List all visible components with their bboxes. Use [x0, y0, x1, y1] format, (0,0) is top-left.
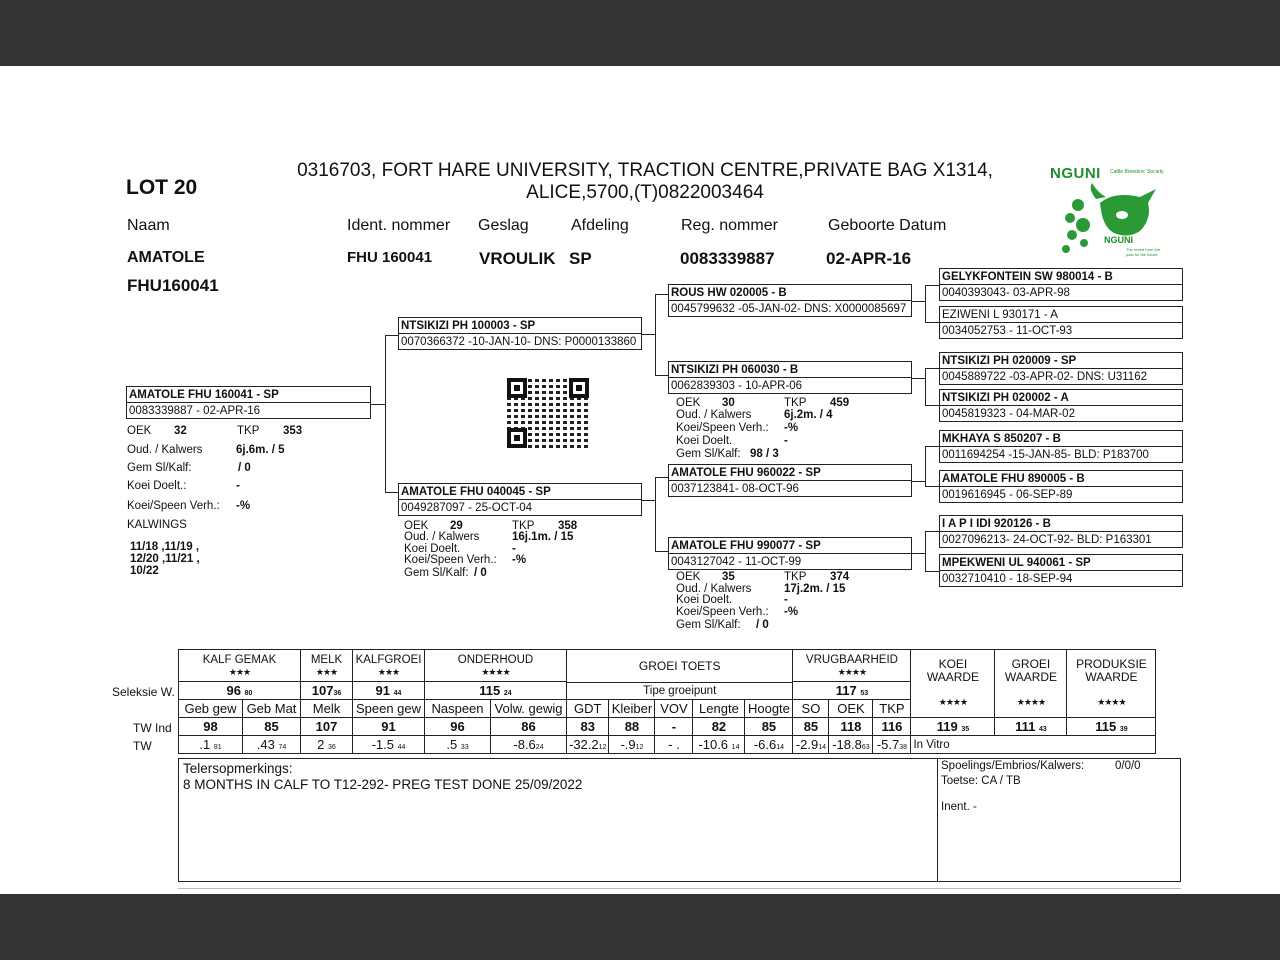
inent: Inent. -: [941, 801, 977, 813]
dam-oud: 16j.1m. / 15: [512, 531, 574, 543]
connector: [641, 334, 656, 335]
sd-tkp-label: TKP: [784, 397, 807, 409]
gg-detail: 0045889722 -03-APR-02- DNS: U31162: [940, 368, 1182, 384]
animal-geslag: VROULIK: [479, 249, 556, 268]
tipe-groeipunt: Tipe groeipunt: [567, 682, 792, 698]
gg-box-2: [939, 306, 1183, 339]
sd-detail: 0062839303 - 10-APR-06: [669, 377, 911, 393]
animal-code: FHU160041: [127, 276, 219, 295]
twind-cell: -: [655, 718, 693, 736]
dd-speen: -%: [784, 606, 799, 618]
nguni-logo: [1048, 163, 1176, 261]
subject-tkp: 353: [283, 425, 303, 437]
col-header: SO: [793, 700, 829, 718]
connector: [925, 446, 939, 447]
dd-gem-label: Gem Sl/Kalf:: [676, 619, 741, 631]
sire-detail: 0070366372 -10-JAN-10- DNS: P0000133860: [399, 333, 641, 349]
col-header: OEK: [829, 700, 873, 718]
dam-oek-label: OEK: [404, 520, 429, 532]
sd-gem: 98 / 3: [750, 448, 779, 460]
twind-cell: 82: [693, 718, 745, 736]
bottom-bar: [0, 894, 1280, 960]
col-header: TKP: [873, 700, 911, 718]
connector: [925, 446, 926, 487]
gg-box-1: [939, 268, 1183, 301]
col-header: VOV: [655, 700, 693, 718]
gg-box-8: [939, 554, 1183, 587]
dd-speen-label: Koei/Speen Verh.:: [676, 606, 769, 618]
seleksie-kalfgroei: 91 44: [353, 682, 425, 700]
twind-cell: 98: [179, 718, 243, 736]
dd-box: [668, 537, 912, 570]
connector: [925, 368, 926, 406]
subject-oud-label: Oud. / Kalwers: [127, 444, 203, 456]
group-vrugbaarheid: VRUGBAARHEID ★★★★: [793, 650, 911, 682]
subject-speen-label: Koei/Speen Verh.:: [127, 500, 220, 512]
spoelings-value: 0/0/0: [1115, 760, 1141, 772]
connector: [911, 553, 926, 554]
subject-doelt-label: Koei Doelt.:: [127, 480, 187, 492]
tw-cell: .43 74: [243, 736, 301, 754]
twind-cell: 85: [745, 718, 793, 736]
gg-name: I A P I IDI 920126 - B: [942, 518, 1051, 530]
dd-gem: / 0: [756, 619, 769, 631]
sd-oud: 6j.2m. / 4: [784, 409, 833, 421]
row-label-twind: TW Ind: [133, 721, 172, 735]
animal-name: AMATOLE: [127, 249, 205, 266]
ss-box: [668, 284, 912, 317]
tw-cell: .1 81: [179, 736, 243, 754]
subject-speen: -%: [236, 500, 251, 512]
dam-gem-label: Gem Sl/Kalf:: [404, 567, 469, 579]
tw-cell: -32.212: [567, 736, 609, 754]
sd-name: NTSIKIZI PH 060030 - B: [671, 364, 799, 376]
tw-cell: -1.5 44: [353, 736, 425, 754]
row-label-tw: TW: [133, 739, 152, 753]
logo-tagline: The breed from the past for the future: [1126, 247, 1161, 257]
header-geslag: Geslag: [478, 217, 529, 234]
remarks-panel: [178, 758, 1181, 882]
dam-tkp-label: TKP: [512, 520, 535, 532]
group-produksie-waarde: PRODUKSIE WAARDE ★★★★: [1067, 650, 1156, 718]
sd-tkp: 459: [830, 397, 850, 409]
dam-oek: 29: [450, 520, 463, 532]
gg-detail: 0045819323 - 04-MAR-02: [940, 405, 1182, 421]
twind-cell: 83: [567, 718, 609, 736]
group-groei-toets: GROEI TOETS Tipe groeipunt: [567, 650, 793, 700]
twind-cell: 107: [301, 718, 353, 736]
subject-gem-label: Gem Sl/Kalf:: [127, 462, 192, 474]
seleksie-kalf-gemak: 96 80: [179, 682, 301, 700]
gg-name: MKHAYA S 850207 - B: [942, 433, 1061, 445]
remarks-label: Telersopmerkings:: [183, 761, 293, 776]
connector: [911, 378, 926, 379]
subject-box: [126, 386, 371, 419]
dam-detail: 0049287097 - 25-OCT-04: [399, 499, 641, 515]
group-kalf-gemak: KALF GEMAK ★★★: [179, 650, 301, 682]
dam-oud-label: Oud. / Kalwers: [404, 531, 480, 543]
twind-cell: 96: [425, 718, 491, 736]
toetse: Toetse: CA / TB: [941, 775, 1021, 787]
group-groei-waarde: GROEI WAARDE ★★★★: [995, 650, 1067, 718]
remarks-right: [939, 759, 1180, 881]
logo-sub: Cattle Breeders' Society: [1110, 169, 1164, 175]
gg-detail: 0027096213- 24-OCT-92- BLD: P163301: [940, 531, 1182, 547]
subject-kalwings-label: KALWINGS: [127, 519, 187, 531]
gg-detail: 0040393043- 03-APR-98: [940, 284, 1182, 300]
dam-tkp: 358: [558, 520, 578, 532]
tw-cell: .5 33: [425, 736, 491, 754]
gg-detail: 0019616945 - 06-SEP-89: [940, 486, 1182, 502]
twind-cell: 88: [609, 718, 655, 736]
tw-cell: -8.624: [491, 736, 567, 754]
dd-tkp-label: TKP: [784, 571, 807, 583]
logo-word-2: NGUNI: [1104, 235, 1133, 245]
subject-oek-label: OEK: [127, 425, 152, 437]
subject-kalwings: 11/18 ,11/19 , 12/20 ,11/21 , 10/22: [130, 541, 200, 577]
header-geboorte: Geboorte Datum: [828, 217, 947, 234]
group-melk: MELK ★★★: [301, 650, 353, 682]
top-bar: [0, 0, 1280, 66]
subject-oek: 32: [174, 425, 187, 437]
remarks-left: [179, 759, 938, 881]
col-header: Hoogte: [745, 700, 793, 718]
dam-doelt: -: [512, 543, 516, 555]
col-header: Kleiber: [609, 700, 655, 718]
bottom-rule: [178, 888, 1181, 889]
subject-oud: 6j.6m. / 5: [236, 444, 285, 456]
dd-oek-label: OEK: [676, 571, 701, 583]
col-header: Lengte: [693, 700, 745, 718]
header-ident: Ident. nommer: [347, 217, 451, 234]
sd-box: [668, 361, 912, 394]
tw-cell: -10.6 14: [693, 736, 745, 754]
dd-detail: 0043127042 - 11-OCT-99: [669, 553, 911, 569]
connector: [655, 294, 656, 376]
dd-oud-label: Oud. / Kalwers: [676, 583, 752, 595]
gg-box-6: [939, 470, 1183, 503]
performance-table: [178, 649, 1156, 754]
seleksie-melk: 10736: [301, 682, 353, 700]
connector: [925, 571, 939, 572]
ss-name: ROUS HW 020005 - B: [671, 287, 787, 299]
gg-name: MPEKWENI UL 940061 - SP: [942, 557, 1091, 569]
header-reg: Reg. nommer: [681, 217, 778, 234]
connector: [925, 405, 939, 406]
tw-cell: -18.863: [829, 736, 873, 754]
gg-name: GELYKFONTEIN SW 980014 - B: [942, 271, 1113, 283]
gg-name: NTSIKIZI PH 020009 - SP: [942, 355, 1077, 367]
sd-doelt: -: [784, 435, 788, 447]
sd-doelt-label: Koei Doelt.: [676, 435, 733, 447]
twind-cell: 85: [243, 718, 301, 736]
logo-word: NGUNI: [1050, 165, 1101, 182]
dam-speen-label: Koei/Speen Verh.:: [404, 554, 497, 566]
connector: [911, 301, 926, 302]
connector: [911, 481, 926, 482]
subject-gem: / 0: [238, 462, 251, 474]
subject-tkp-label: TKP: [237, 425, 260, 437]
animal-ident: FHU 160041: [347, 249, 433, 266]
connector: [925, 368, 939, 369]
dd-doelt: -: [784, 594, 788, 606]
twind-cell: 116: [873, 718, 911, 736]
twind-groei: 111 43: [995, 718, 1067, 736]
ds-name: AMATOLE FHU 960022 - SP: [671, 467, 821, 479]
gg-box-7: [939, 515, 1183, 548]
connector: [385, 492, 398, 493]
qr-code-icon: [507, 378, 589, 448]
dd-oek: 35: [722, 571, 735, 583]
sd-speen: -%: [784, 422, 799, 434]
twind-produksie: 115 39: [1067, 718, 1156, 736]
connector: [925, 322, 939, 323]
sd-speen-label: Koei/Speen Verh.:: [676, 422, 769, 434]
twind-cell: 118: [829, 718, 873, 736]
header-naam: Naam: [127, 217, 170, 234]
connector: [385, 335, 398, 336]
row-label-seleksie: Seleksie W.: [112, 685, 175, 699]
lot-number: LOT 20: [126, 176, 198, 199]
seleksie-onderhoud: 115 24: [425, 682, 567, 700]
gg-box-4: [939, 389, 1183, 422]
col-header: GDT: [567, 700, 609, 718]
header-afdeling: Afdeling: [571, 217, 629, 234]
sd-oud-label: Oud. / Kalwers: [676, 409, 752, 421]
twind-koei: 119 35: [911, 718, 995, 736]
col-header: Naspeen: [425, 700, 491, 718]
sd-oek: 30: [722, 397, 735, 409]
ds-box: [668, 464, 912, 497]
animal-birth: 02-APR-16: [826, 249, 912, 268]
tw-cell: -6.614: [745, 736, 793, 754]
spoelings-label: Spoelings/Embrios/Kalwers:: [941, 760, 1085, 772]
dd-oud: 17j.2m. / 15: [784, 583, 846, 595]
col-header: Geb Mat: [243, 700, 301, 718]
sire-box: [398, 317, 642, 350]
tw-cell: - .: [655, 736, 693, 754]
connector: [641, 500, 656, 501]
seleksie-vrugbaarheid: 117 53: [793, 682, 911, 700]
col-header: Geb gew: [179, 700, 243, 718]
twind-cell: 86: [491, 718, 567, 736]
group-onderhoud: ONDERHOUD ★★★★: [425, 650, 567, 682]
gg-name: EZIWENI L 930171 - A: [942, 309, 1058, 321]
gg-box-3: [939, 352, 1183, 385]
col-header: Volw. gewig: [491, 700, 567, 718]
col-header: Speen gew: [353, 700, 425, 718]
gg-detail: 0011694254 -15-JAN-85- BLD: P183700: [940, 446, 1182, 462]
remarks-text: 8 MONTHS IN CALF TO T12-292- PREG TEST DONE 25/09/2022: [183, 777, 583, 792]
sire-name: NTSIKIZI PH 100003 - SP: [401, 320, 536, 332]
dam-box: [398, 483, 642, 516]
sd-oek-label: OEK: [676, 397, 701, 409]
dd-doelt-label: Koei Doelt.: [676, 594, 733, 606]
animal-afdeling: SP: [569, 249, 592, 268]
connector: [925, 285, 926, 323]
gg-detail: 0032710410 - 18-SEP-94: [940, 570, 1182, 586]
dd-name: AMATOLE FHU 990077 - SP: [671, 540, 821, 552]
ds-detail: 0037123841- 08-OCT-96: [669, 480, 911, 496]
twind-cell: 85: [793, 718, 829, 736]
tw-cell: 2 36: [301, 736, 353, 754]
gg-name: AMATOLE FHU 890005 - B: [942, 473, 1085, 485]
connector: [385, 335, 386, 493]
connector: [655, 294, 668, 295]
subject-name: AMATOLE FHU 160041 - SP: [129, 389, 279, 401]
connector: [925, 531, 926, 572]
connector: [655, 551, 668, 552]
dam-gem: / 0: [474, 567, 487, 579]
dam-name: AMATOLE FHU 040045 - SP: [401, 486, 551, 498]
connector: [925, 285, 939, 286]
dam-doelt-label: Koei Doelt.: [404, 543, 461, 555]
dam-speen: -%: [512, 554, 527, 566]
in-vitro: In Vitro: [911, 736, 1156, 754]
ss-detail: 0045799632 -05-JAN-02- DNS: X0000085697: [669, 300, 911, 316]
dd-tkp: 374: [830, 571, 850, 583]
tw-cell: -.912: [609, 736, 655, 754]
connector: [925, 486, 939, 487]
connector: [655, 477, 656, 552]
tw-cell: -2.914: [793, 736, 829, 754]
twind-cell: 91: [353, 718, 425, 736]
connector: [925, 531, 939, 532]
gg-name: NTSIKIZI PH 020002 - A: [942, 392, 1069, 404]
subject-doelt: -: [236, 480, 240, 492]
animal-reg: 0083339887: [680, 249, 775, 268]
gg-box-5: [939, 430, 1183, 463]
sd-gem-label: Gem Sl/Kalf:: [676, 448, 741, 460]
connector: [655, 375, 668, 376]
col-header: Melk: [301, 700, 353, 718]
gg-detail: 0034052753 - 11-OCT-93: [940, 322, 1182, 338]
group-koei-waarde: KOEI WAARDE ★★★★: [911, 650, 995, 718]
subject-detail: 0083339887 - 02-APR-16: [127, 402, 370, 418]
owner-address: 0316703, FORT HARE UNIVERSITY, TRACTION CENTRE,PRIVATE BAG X1314, ALICE,5700,(T)0822003464: [297, 160, 993, 203]
connector: [370, 404, 386, 405]
connector: [655, 477, 668, 478]
tw-cell: -5.738: [873, 736, 911, 754]
group-kalfgroei: KALFGROEI ★★★: [353, 650, 425, 682]
